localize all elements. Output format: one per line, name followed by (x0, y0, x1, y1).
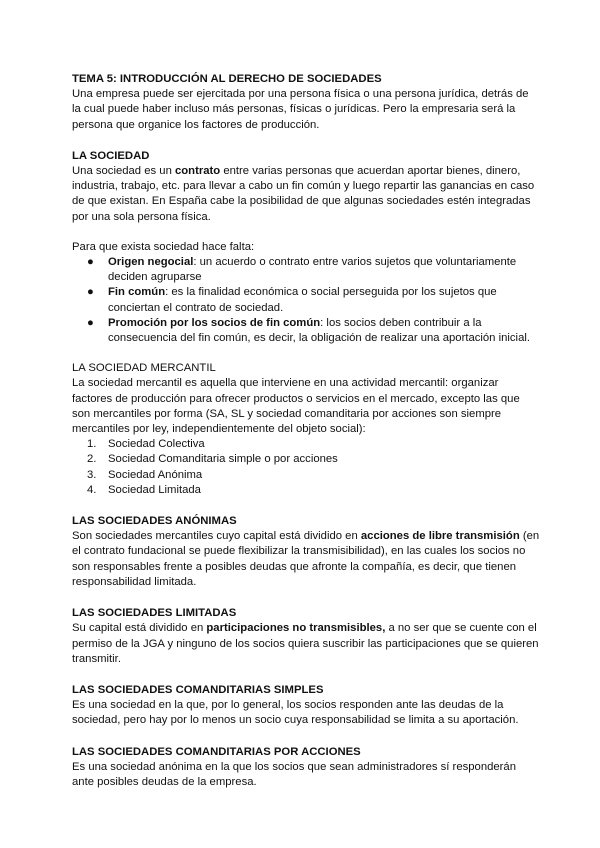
limitadas-paragraph: Su capital está dividido en participaciones no transmisibles, a no ser que se cuente con el permiso de la JGA y ninguno de los socios quiera suscribir las participaciones que se quieren transmitir. (72, 622, 539, 665)
list-item: 3. Sociedad Anónima (87, 468, 203, 481)
list-item: 1. Sociedad Colectiva (87, 438, 205, 451)
section-heading-mercantil: LA SOCIEDAD MERCANTIL (72, 362, 216, 375)
sociedad-paragraph: Una sociedad es un contrato entre varias personas que acuerdan aportar bienes, dinero, industria, trabajo, etc. para llevar a cabo un fin común y luego repartir las ganancias en caso de que existan. En España cabe la posibilidad de que algunas sociedades estén integradas por una sola persona física. (72, 165, 535, 223)
bullet-icon: ● (87, 286, 94, 299)
list-item: ● Origen negocial: un acuerdo o contrato entre varios sujetos que voluntariamente deciden agruparse (87, 256, 517, 284)
document-title: TEMA 5: INTRODUCCIÓN AL DERECHO DE SOCIEDADES (72, 73, 382, 85)
bullet-icon: ● (87, 256, 94, 269)
anonimas-paragraph: Son sociedades mercantiles cuyo capital está dividido en acciones de libre transmisión (en el contrato fundacional se puede flexibilizar la transmisibilidad), en las cuales los socios no son responsables frente a posibles deudas que afronte la compañía, es decir, que tienen responsabilidad limitada. (72, 530, 540, 588)
list-item: ● Fin común: es la finalidad económica o social perseguida por los sujetos que conciertan el contrato de sociedad. (87, 286, 497, 314)
comanditarias-simples-paragraph: Es una sociedad en la que, por lo general, los socios responden ante las deudas de la sociedad, pero hay por lo menos un socio cuya responsabilidad se limita a su aportación. (72, 699, 519, 727)
mercantil-types-list (72, 437, 540, 498)
list-item: 4. Sociedad Limitada (87, 483, 201, 496)
requirements-list (72, 255, 540, 346)
list-item: ● Promoción por los socios de fin común: los socios deben contribuir a la consecuencia del fin común, es decir, la obligación de realizar una aportación inicial. (87, 316, 531, 345)
intro-paragraph: Una empresa puede ser ejercitada por una persona física o una persona jurídica, detrás de la cual puede haber incluso más personas, físicas o jurídicas. Pero la empresaria será la persona que organice los factores de producción. (72, 88, 529, 131)
section-heading-comanditarias-simples: LAS SOCIEDADES COMANDITARIAS SIMPLES (72, 683, 324, 696)
requirements-intro: Para que exista sociedad hace falta: (72, 240, 255, 253)
mercantil-paragraph: La sociedad mercantil es aquella que interviene en una actividad mercantil: organizar factores de producción para ofrecer productos o servicios en el mercado, excepto las que son mercantiles por forma (SA, SL y sociedad comanditaria por acciones son siempre mercantiles por ley, independientemente del objeto social): (72, 377, 520, 436)
section-heading-anonimas: LAS SOCIEDADES ANÓNIMAS (72, 515, 237, 528)
comanditarias-acciones-paragraph: Es una sociedad anónima en la que los socios que sean administradores sí responderán ante posibles deudas de la empresa. (72, 760, 516, 788)
section-heading-comanditarias-acciones: LAS SOCIEDADES COMANDITARIAS POR ACCIONES (72, 745, 361, 758)
bullet-icon: ● (87, 316, 94, 329)
list-item: 2. Sociedad Comanditaria simple o por acciones (87, 453, 338, 466)
section-heading-sociedad: LA SOCIEDAD (72, 149, 150, 162)
section-heading-limitadas: LAS SOCIEDADES LIMITADAS (72, 607, 237, 620)
